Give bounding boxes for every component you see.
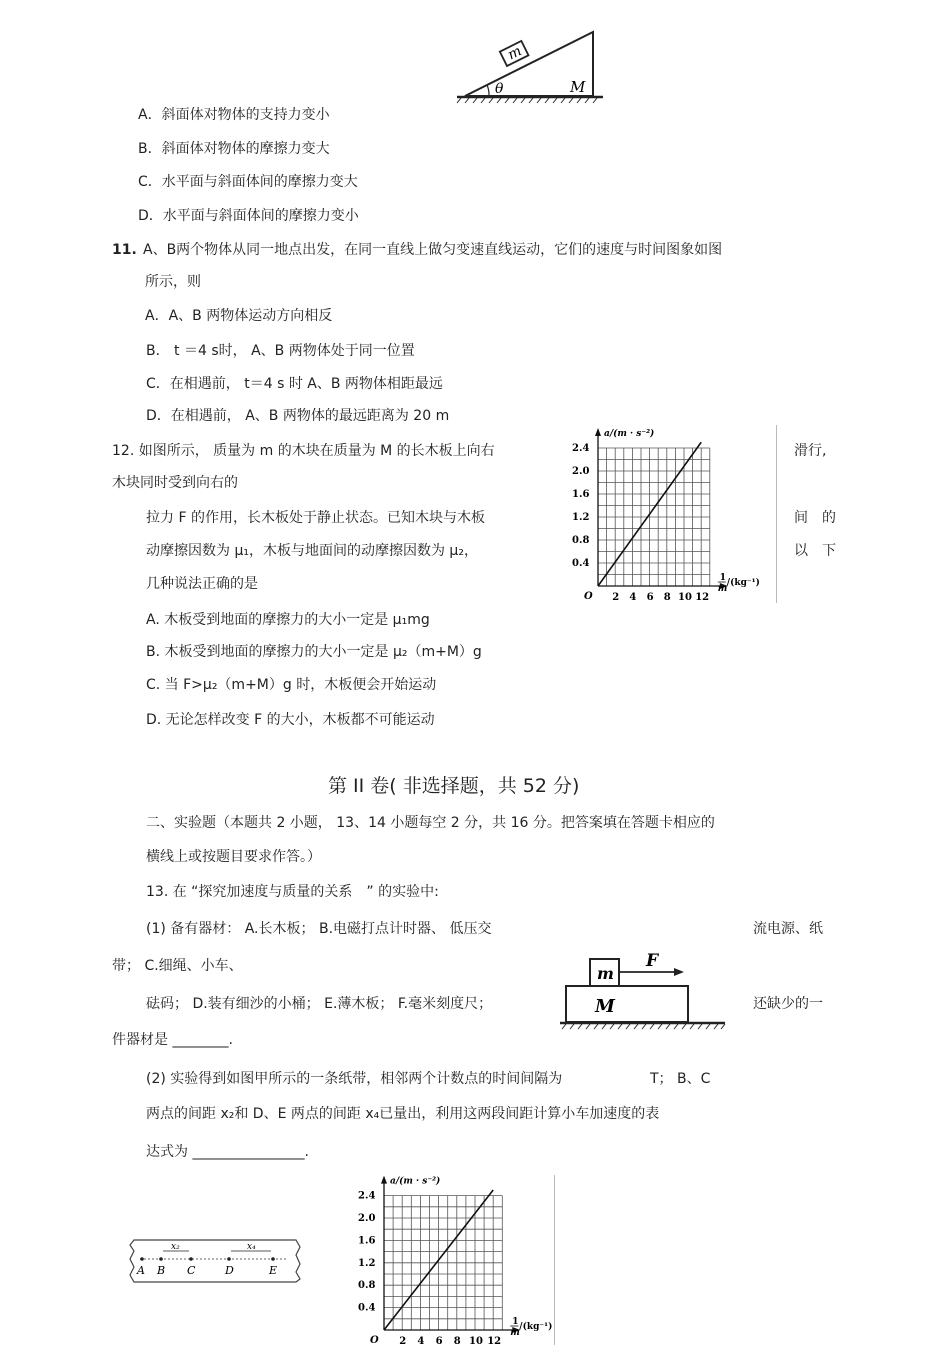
q10-option-c: C．水平面与斜面体间的摩擦力变大 [138, 174, 358, 190]
theta-label: θ [495, 81, 504, 97]
block-m-label: m [505, 43, 525, 64]
q10-option-a: A．斜面体对物体的支持力变小 [138, 107, 330, 123]
y-axis-label: a/(m · s⁻²) [604, 429, 655, 439]
x-tick-label: 4 [629, 592, 637, 603]
x-tick-label: 12 [487, 1336, 502, 1346]
q11-option-c: C．在相遇前， t＝4 s 时 A、B 两物体相距最远 [146, 376, 443, 392]
y-tick-label: 2.0 [358, 1213, 376, 1224]
q11-number: 11. [112, 242, 137, 258]
q11-option-a: A．A、B 两物体运动方向相反 [145, 308, 333, 324]
q12-line2: 木块同时受到向右的 [112, 475, 238, 491]
q13-part2-line1-right: T； B、C [650, 1071, 711, 1087]
q12-line5: 几种说法正确的是 [146, 576, 258, 592]
x-axis-frac-numerator: 1 [719, 573, 727, 583]
x-tick-label: 8 [453, 1336, 461, 1346]
q12-option-c: C. 当 F>μ₂（m+M）g 时，木板便会开始运动 [146, 677, 437, 693]
y-tick-label: 1.6 [358, 1235, 376, 1247]
force-F-label: F [646, 951, 659, 971]
x-tick-label: 6 [646, 592, 654, 603]
q12-line3-right: 间 的 [794, 510, 836, 526]
q13-part2-line2: 两点的间距 x₂和 D、E 两点的间距 x₄已量出，利用这两段间距计算小车加速度的表 [146, 1106, 660, 1122]
y-tick-label: 1.6 [572, 489, 590, 500]
x2-label: x₂ [171, 1242, 180, 1252]
y-tick-label: 2.4 [572, 443, 590, 454]
x-tick-label: 2 [612, 592, 620, 603]
block-m-label: m [597, 964, 614, 983]
x4-label: x₄ [247, 1242, 256, 1252]
q11-stem-line2: 所示，则 [145, 274, 201, 290]
incline-M-label: M [570, 78, 586, 96]
q11-stem-line1: A、B两个物体从同一地点出发，在同一直线上做匀变速直线运动，它们的速度与时间图象如图 [143, 242, 723, 258]
y-tick-label: 0.8 [572, 535, 590, 546]
origin-label: O [370, 1335, 379, 1346]
q12-option-a: A. 木板受到地面的摩擦力的大小一定是 μ₁mg [146, 612, 430, 628]
x-tick-label: 2 [399, 1336, 407, 1346]
q12-line4-right: 以 下 [794, 543, 836, 559]
q10-option-d: D．水平面与斜面体间的摩擦力变小 [138, 208, 359, 224]
board-M-label: M [595, 996, 615, 1017]
x-axis-frac-numerator: 1 [512, 1317, 519, 1327]
q13-part1-line1: (1) 备有器材： A.长木板； B.电磁打点计时器、 低压交 [146, 921, 492, 937]
q13-part2-line3: 达式为 ________________. [146, 1144, 309, 1160]
q13-part1-line3: 砝码； D.装有细沙的小桶； E.薄木板； F.毫米刻度尺； [146, 996, 493, 1012]
origin-label: O [584, 591, 593, 602]
q11-option-b: B． t ＝4 s时， A、B 两物体处于同一位置 [146, 343, 415, 359]
x-tick-label: 6 [435, 1336, 443, 1346]
tape-point-d: D [225, 1264, 234, 1277]
y-tick-label: 2.0 [572, 466, 590, 477]
y-axis-label: a/(m · s⁻²) [390, 1176, 441, 1187]
q10-option-b: B．斜面体对物体的摩擦力变大 [138, 141, 330, 157]
q12-line1-right: 滑行, [794, 443, 827, 459]
y-axis-arrow [381, 1176, 387, 1184]
q11-option-d: D．在相遇前， A、B 两物体的最远距离为 20 m [146, 408, 450, 424]
q13-part1-line4: 件器材是 ________. [112, 1032, 233, 1048]
q13-part1-line1-right: 流电源、纸 [753, 921, 823, 937]
x-tick-label: 10 [678, 592, 692, 603]
q12-line3: 拉力 F 的作用，长木板处于静止状态。已知木块与木板 [146, 510, 485, 526]
q12-option-d: D. 无论怎样改变 F 的大小，木板都不可能运动 [146, 712, 435, 728]
y-tick-label: 0.8 [358, 1280, 376, 1292]
tape-point-b: B [157, 1264, 166, 1277]
x-axis-label: /(kg⁻¹) [726, 578, 760, 588]
section2-intro-line1: 二、实验题（本题共 2 小题， 13、14 小题每空 2 分，共 16 分。把答案填在答题卡相应的 [146, 815, 715, 831]
x-tick-label: 4 [417, 1336, 425, 1346]
x-axis-frac-denominator: m [510, 1328, 520, 1338]
x-tick-label: 8 [663, 592, 671, 603]
x-tick-label: 12 [695, 592, 710, 603]
q13-part1-line3-right: 还缺少的一 [753, 996, 823, 1012]
x-axis-frac-denominator: m [717, 584, 728, 594]
x-axis-label: /(kg⁻¹) [519, 1322, 553, 1332]
y-tick-label: 1.2 [572, 512, 590, 523]
section2-intro-line2: 横线上或按题目要求作答。） [146, 849, 321, 865]
x-tick-label: 10 [469, 1336, 483, 1346]
section2-title: 第 II 卷( 非选择题，共 52 分) [328, 775, 580, 797]
q13-part1-line2: 带； C.细绳、小车、 [112, 958, 243, 974]
tape-point-e: E [269, 1264, 278, 1277]
q12-line4: 动摩擦因数为 μ₁，木板与地面间的动摩擦因数为 μ₂， [146, 543, 478, 559]
y-tick-label: 1.2 [358, 1257, 376, 1269]
y-tick-label: 0.4 [572, 558, 590, 569]
q13-part2-line1: (2) 实验得到如图甲所示的一条纸带，相邻两个计数点的时间间隔为 [146, 1071, 563, 1087]
q13-stem: 13. 在 “探究加速度与质量的关系 ” 的实验中: [146, 884, 439, 900]
y-tick-label: 2.4 [358, 1190, 376, 1202]
q12-option-b: B. 木板受到地面的摩擦力的大小一定是 μ₂（m+M）g [146, 644, 482, 660]
tape-point-c: C [187, 1264, 196, 1277]
tape-point-a: A [137, 1264, 145, 1277]
y-tick-label: 0.4 [358, 1302, 376, 1314]
q12-line1: 12. 如图所示， 质量为 m 的木块在质量为 M 的长木板上向右 [112, 443, 495, 459]
